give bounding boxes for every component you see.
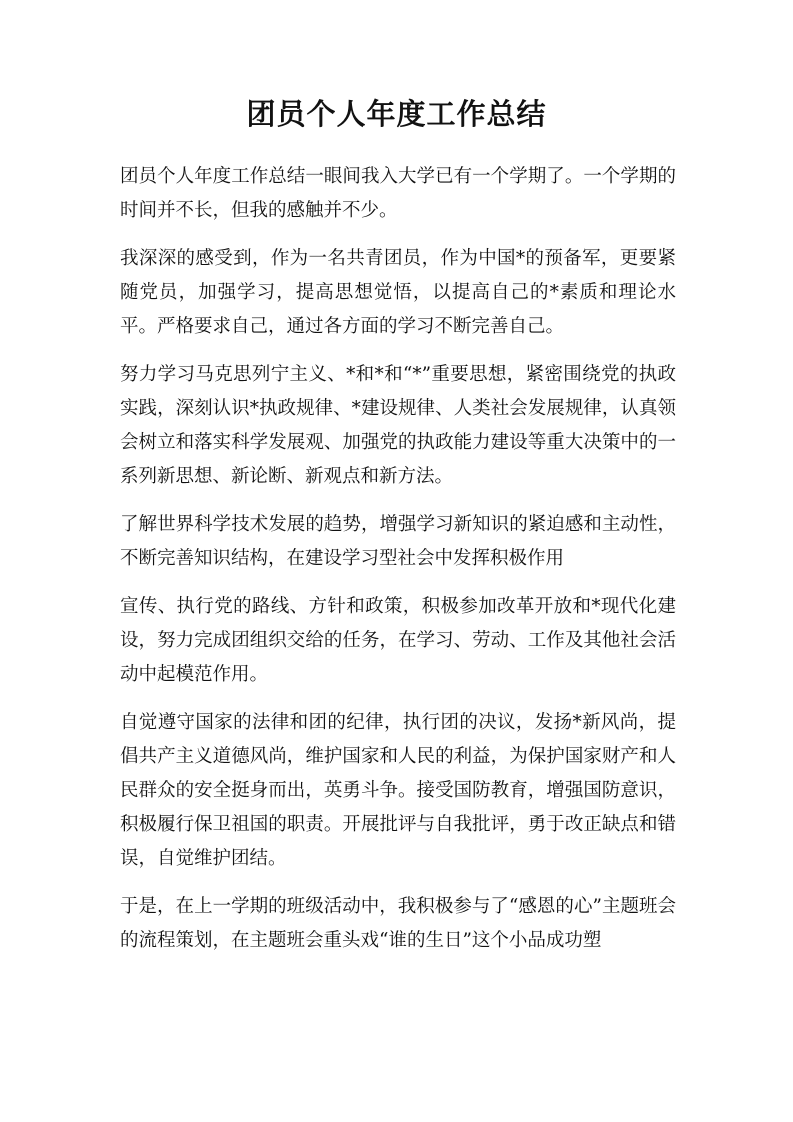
paragraph-2: 我深深的感受到，作为一名共青团员，作为中国*的预备军，更要紧随党员，加强学习，提高思想觉悟，以提高自己的*素质和理论水平。严格要求自己，通过各方面的学习不断完善自己。 — [120, 248, 676, 337]
paragraph-3: 努力学习马克思列宁主义、*和*和“*”重要思想，紧密围绕党的执政实践，深刻认识*执政规律、*建设规律、人类社会发展规律，认真领会树立和落实科学发展观、加强党的执政能力建设等重大决策中的一系列新思想、新论断、新观点和新方法。 — [120, 364, 676, 487]
paragraph-4: 了解世界科学技术发展的趋势，增强学习新知识的紧迫感和主动性，不断完善知识结构，在建设学习型社会中发挥积极作用 — [120, 514, 676, 569]
paragraph-1: 团员个人年度工作总结一眼间我入大学已有一个学期了。一个学期的时间并不长，但我的感触并不少。 — [120, 166, 676, 221]
document-body — [120, 160, 676, 972]
paragraph-6: 自觉遵守国家的法律和团的纪律，执行团的决议，发扬*新风尚，提倡共产主义道德风尚，维护国家和人民的利益，为保护国家财产和人民群众的安全挺身而出，英勇斗争。接受国防教育，增强国防意识，积极履行保卫祖国的职责。开展批评与自我批评，勇于改正缺点和错误，自觉维护团结。 — [120, 712, 676, 869]
paragraph-5: 宣传、执行党的路线、方针和政策，积极参加改革开放和*现代化建设，努力完成团组织交给的任务，在学习、劳动、工作及其他社会活动中起模范作用。 — [120, 596, 676, 685]
paragraph-7: 于是，在上一学期的班级活动中，我积极参与了“感恩的心”主题班会的流程策划，在主题班会重头戏“谁的生日”这个小品成功塑 — [120, 896, 676, 951]
document-title: 团员个人年度工作总结 — [246, 97, 547, 131]
